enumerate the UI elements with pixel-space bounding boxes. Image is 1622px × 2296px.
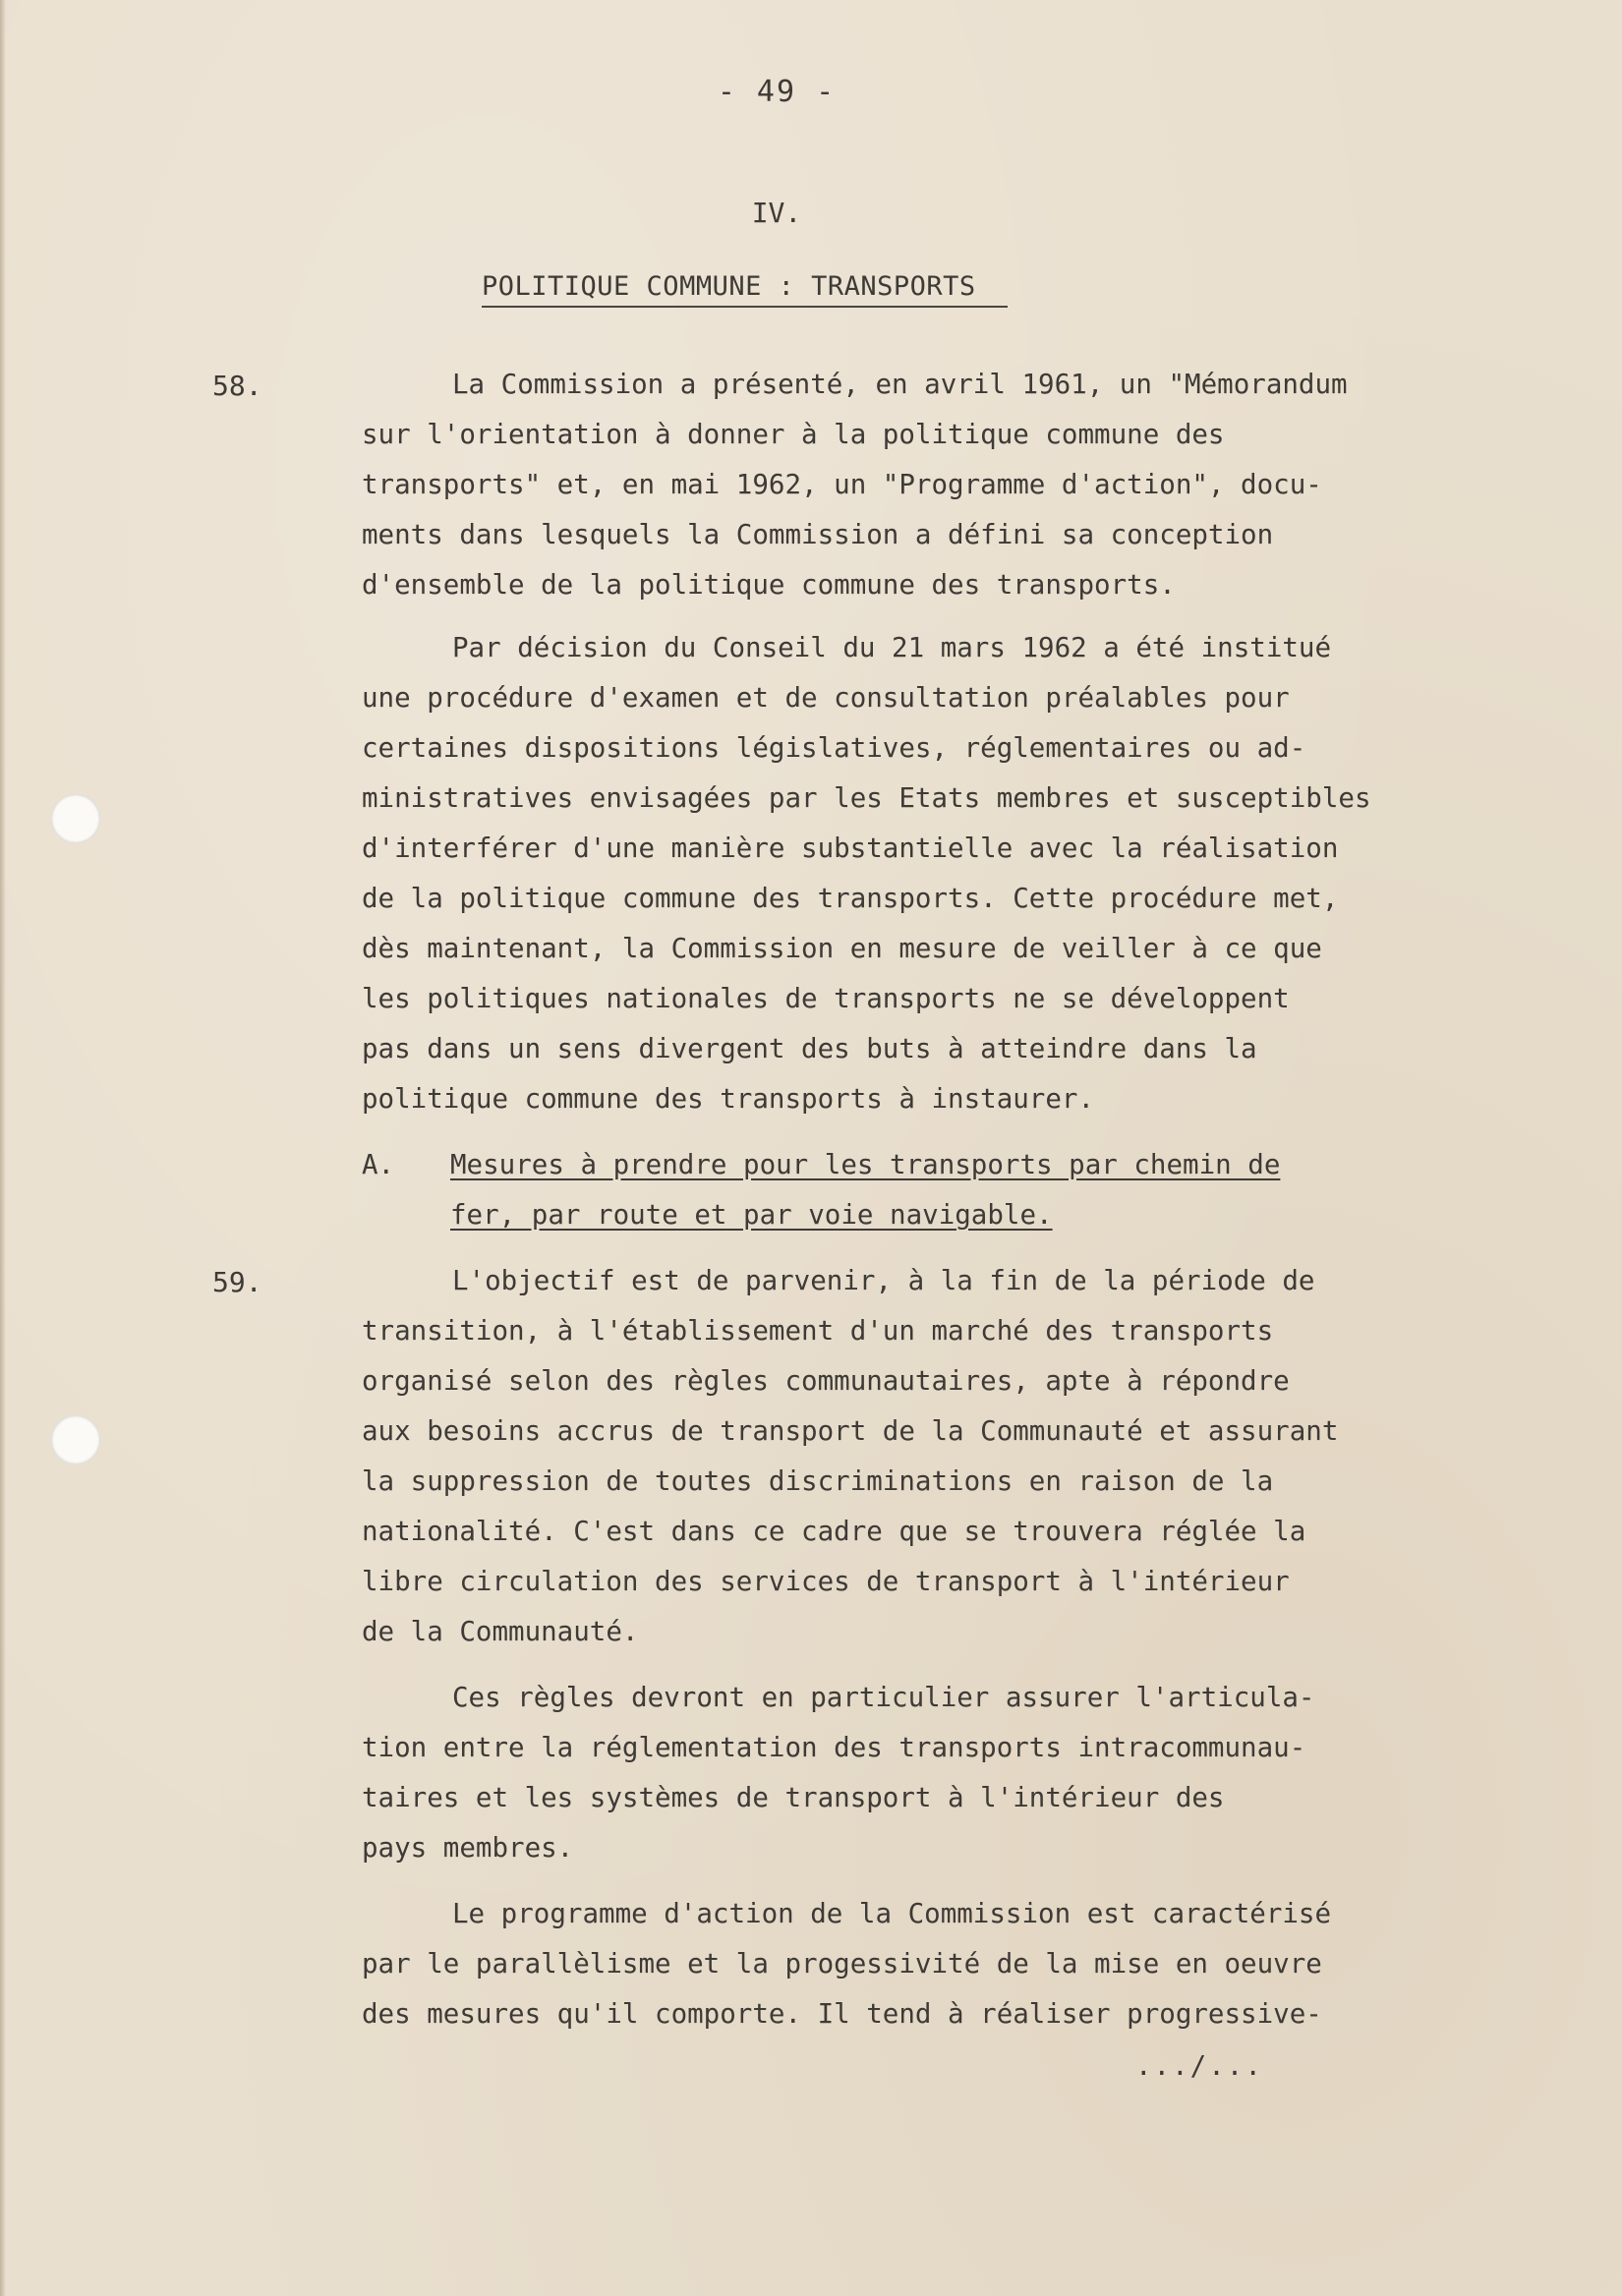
subsection-heading-line-1: Mesures à prendre pour les transports par chemin de [450,1149,1281,1180]
p59c-line-2: par le parallèlisme et la progessivité de la mise en oeuvre [362,1948,1322,1980]
p59b-line-3: taires et les systèmes de transport à l'intérieur des [362,1782,1225,1813]
p58b-line-10: politique commune des transports à instaurer. [362,1083,1095,1115]
section-number: IV. [751,197,802,229]
subsection-heading-line-2: fer, par route et par voie navigable. [450,1199,1053,1231]
p58b-line-4: ministratives envisagées par les Etats membres et susceptibles [362,782,1371,814]
punch-hole-top [51,794,100,843]
p58-line-4: ments dans lesquels la Commission a défini sa conception [362,519,1274,550]
section-title: POLITIQUE COMMUNE : TRANSPORTS [482,271,1008,308]
p59b-line-4: pays membres. [362,1832,574,1864]
p59c-line-1: Le programme d'action de la Commission est caractérisé [452,1898,1332,1929]
p58b-line-6: de la politique commune des transports. Cette procédure met, [362,883,1339,914]
paragraph-number-59: 59. [212,1266,262,1298]
continuation-mark: .../... [1135,2050,1263,2082]
p58-line-2: sur l'orientation à donner à la politique commune des [362,419,1225,450]
p58-line-3: transports" et, en mai 1962, un "Programme d'action", docu- [362,469,1322,500]
p59b-line-2: tion entre la réglementation des transports intracommunau- [362,1732,1306,1763]
p59b-line-1: Ces règles devront en particulier assurer l'articula- [452,1682,1315,1713]
paragraph-number-58: 58. [212,370,262,402]
p59-line-3: organisé selon des règles communautaires, apte à répondre [362,1365,1290,1397]
p58b-line-3: certaines dispositions législatives, réglementaires ou ad- [362,732,1306,764]
p59-line-7: libre circulation des services de transport à l'intérieur [362,1566,1290,1597]
subsection-letter: A. [362,1149,395,1180]
p58b-line-1: Par décision du Conseil du 21 mars 1962 a été institué [452,632,1332,663]
page-edge-shadow [0,0,6,2296]
p59-line-5: la suppression de toutes discriminations en raison de la [362,1465,1274,1497]
p59-line-4: aux besoins accrus de transport de la Communauté et assurant [362,1415,1339,1447]
p58-line-5: d'ensemble de la politique commune des transports. [362,569,1176,601]
page-number: - 49 - [717,75,837,109]
p59-line-6: nationalité. C'est dans ce cadre que se trouvera réglée la [362,1516,1306,1547]
p58b-line-2: une procédure d'examen et de consultation préalables pour [362,682,1290,714]
p58b-line-7: dès maintenant, la Commission en mesure de veiller à ce que [362,933,1322,964]
p59-line-1: L'objectif est de parvenir, à la fin de la période de [452,1265,1315,1296]
p58b-line-8: les politiques nationales de transports ne se développent [362,983,1290,1014]
p59-line-8: de la Communauté. [362,1616,639,1647]
punch-hole-bottom [51,1415,100,1464]
p59-line-2: transition, à l'établissement d'un marché des transports [362,1315,1274,1347]
p58-line-1: La Commission a présenté, en avril 1961, un "Mémorandum [452,369,1348,400]
p58b-line-9: pas dans un sens divergent des buts à atteindre dans la [362,1033,1257,1064]
p58b-line-5: d'interférer d'une manière substantielle avec la réalisation [362,832,1339,864]
p59c-line-3: des mesures qu'il comporte. Il tend à réaliser progressive- [362,1998,1322,2030]
